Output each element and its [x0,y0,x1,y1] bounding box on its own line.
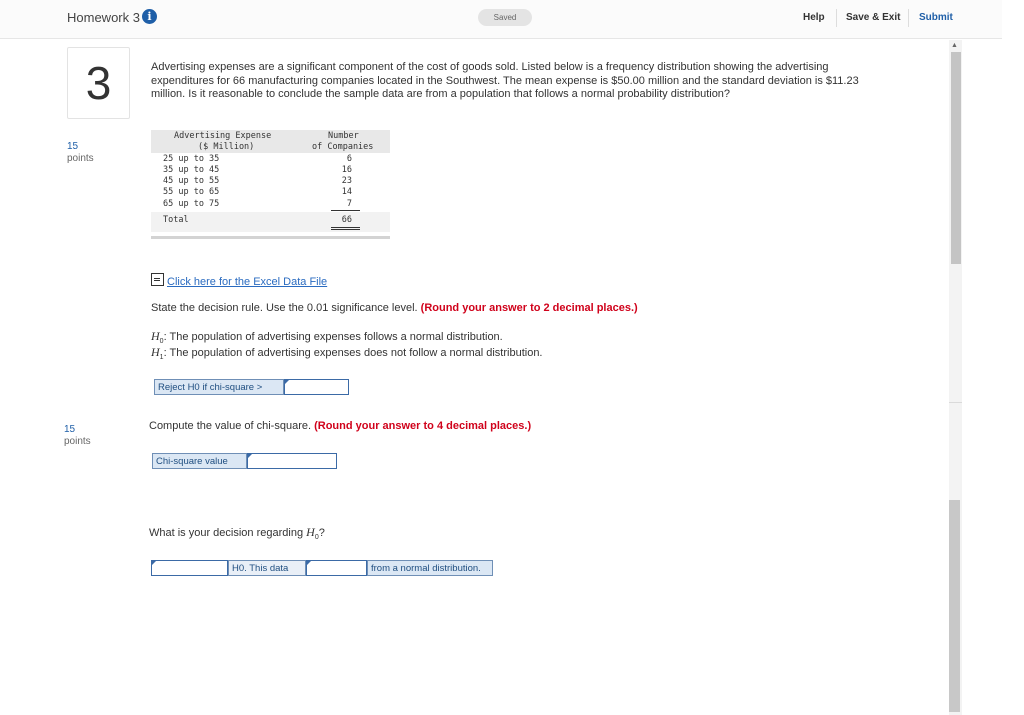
table-bottom-rule [151,236,390,239]
table-total-value: 66 [341,215,352,225]
header-divider [836,9,837,27]
chi-square-label: Chi-square value [152,453,247,469]
part3-prompt-suffix: ? [318,527,325,539]
question-stem: Advertising expenses are a significant component of the cost of goods sold. Listed below is a frequency distribution showing the advertising expenditures for 66 manufacturing companies located in the Southwest. The mean expense is $50.00 million and the standard deviation is $11.23 million. Is it reasonable to conclude the sample data are from a population that follows a normal probability distribution? [151,61,859,100]
submit-link[interactable]: Submit [919,12,953,23]
excel-data-link[interactable] [151,273,327,288]
table-cell-count: 23 [341,176,352,186]
table-cell-range: 45 up to 55 [163,176,220,186]
points-indicator [67,141,94,165]
scrollbar-thumb[interactable] [951,52,961,264]
table-cell-count: 14 [341,187,352,197]
part2-prompt [149,420,531,432]
top-bar [0,0,1002,39]
table-total-rule [331,229,360,230]
table-sum-rule [331,210,360,211]
h0-subscript: 0 [159,338,164,346]
table-cell-range: 25 up to 35 [163,154,220,164]
distribution-select[interactable] [306,560,367,576]
alternative-hypothesis [151,345,543,361]
saved-status-badge: Saved [478,9,532,26]
h0-text: : The population of advertising expenses follows a normal distribution. [163,331,503,343]
save-exit-link[interactable]: Save & Exit [846,12,901,23]
part1-rounding-instruction: (Round your answer to 2 decimal places.) [420,302,638,314]
points-label: points [67,153,94,164]
scrollbar-divider [949,402,962,403]
column-header-expense-unit: ($ Million) [198,142,255,152]
h1-symbol: H [151,345,160,359]
column-header-count: Number [328,131,359,141]
part2-prompt-text: Compute the value of chi-square. [149,420,312,432]
chi-square-input[interactable] [247,453,337,469]
part1-prompt [151,302,638,314]
points-value: 15 [67,141,79,152]
h0-symbol: H [151,329,160,343]
part1-prompt-text: State the decision rule. Use the 0.01 significance level. [151,302,418,314]
scroll-up-arrow-icon[interactable]: ▲ [951,42,958,49]
table-cell-range: 55 up to 65 [163,187,220,197]
decision-middle-label: H0. This data [228,560,306,576]
decision-end-label: from a normal distribution. [367,560,493,576]
column-header-count-line2: of Companies [312,142,374,152]
document-icon [151,273,164,286]
part3-prompt-prefix: What is your decision regarding [149,527,307,539]
excel-link-text[interactable]: Click here for the Excel Data File [167,276,328,288]
header-divider [908,9,909,27]
part2-rounding-instruction: (Round your answer to 4 decimal places.) [314,420,532,432]
points-value: 15 [64,424,76,435]
h1-subscript: 1 [159,354,164,362]
part3-h-subscript: 0 [314,534,319,542]
table-cell-count: 16 [341,165,352,175]
part3-h-symbol: H [306,525,315,539]
decision-rule-input[interactable] [284,379,349,395]
decision-rule-label: Reject H0 if chi-square > [154,379,284,395]
points-indicator [64,424,91,448]
decision-select[interactable] [151,560,228,576]
question-number: 3 [67,47,130,119]
table-cell-range: 35 up to 45 [163,165,220,175]
scrollbar-thumb-lower[interactable] [949,500,960,712]
table-total-label: Total [163,215,189,225]
part3-prompt [149,525,325,541]
table-total-rule [331,227,360,228]
info-icon[interactable]: i [142,9,157,24]
h1-text: : The population of advertising expenses does not follow a normal distribution. [163,347,543,359]
points-label: points [64,436,91,447]
table-cell-range: 65 up to 75 [163,199,220,209]
frequency-table [151,130,390,240]
table-cell-count: 6 [346,154,352,164]
column-header-expense: Advertising Expense [174,131,272,141]
null-hypothesis [151,329,503,345]
help-link[interactable]: Help [803,12,825,23]
assignment-title: Homework 3 [67,10,140,25]
table-cell-count: 7 [346,199,352,209]
